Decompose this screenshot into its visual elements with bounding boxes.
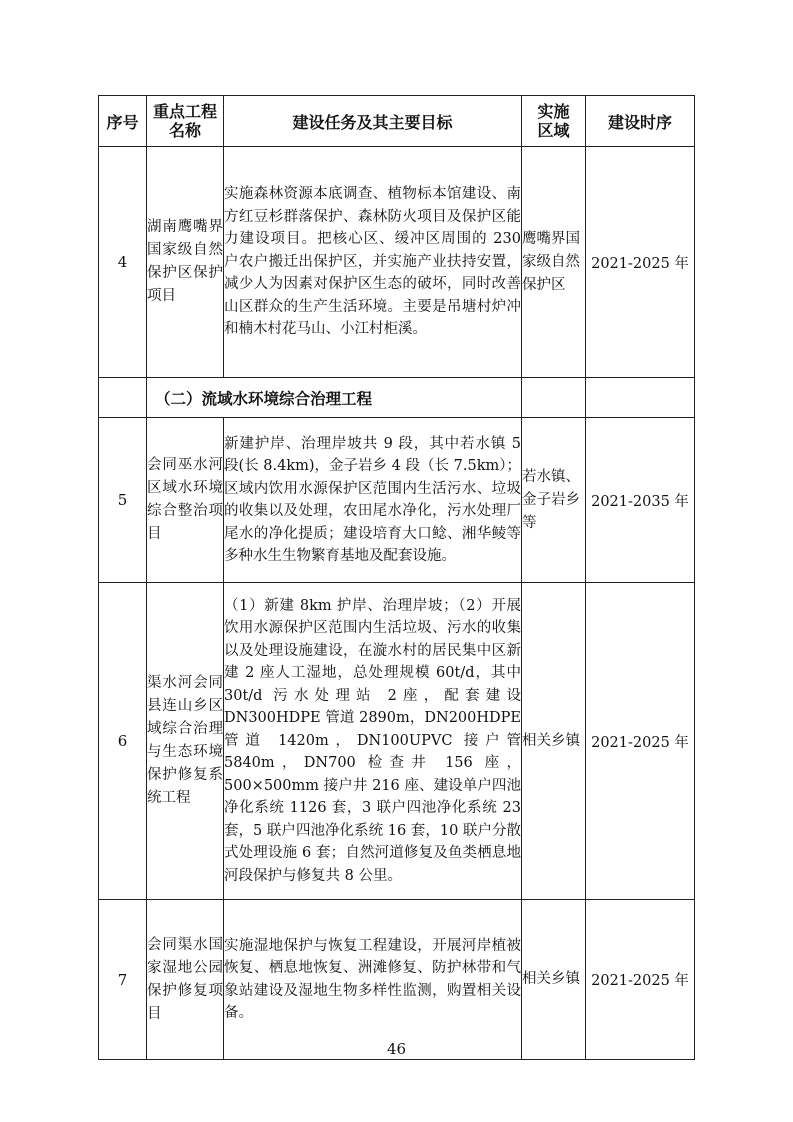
section-area-cell [522,378,586,418]
row-name: 会同巫水河区域水环境综合整治项目 [147,418,224,583]
row-seq: 5 [99,418,147,583]
header-name [147,96,224,147]
page-number: 46 [386,1040,407,1058]
row-task: 新建护岸、治理岸坡共 9 段，其中若水镇 5 段(长 8.4km)，金子岩乡 4 段（长 7.5km）；区域内饮用水源保护区范围内生活污水、垃圾的收集以及处理，农田尾水净化，污水处理厂尾水的净化提质；建设培育大口鲶、湘华鲮等多种水生生物繁育基地及配套设施。 [224,418,522,583]
row-task: 实施湿地保护与恢复工程建设，开展河岸植被恢复、栖息地恢复、洲滩修复、防护林带和气象站建设及湿地生物多样性监测，购置相关设备。 [224,900,522,1060]
project-table [98,95,695,1060]
header-seq: 序号 [99,96,147,147]
row-name: 湖南鹰嘴界国家级自然保护区保护项目 [147,147,224,378]
section-row [99,378,695,418]
row-seq: 7 [99,900,147,1060]
row-area: 相关乡镇 [522,583,586,900]
row-area: 若水镇、金子岩乡等 [522,418,586,583]
row-time: 2021-2035 年 [586,418,695,583]
section-time-cell [586,378,695,418]
section-title: （二）流域水环境综合治理工程 [147,378,522,418]
header-name-line2: 名称 [168,121,201,140]
row-name: 会同渠水国家湿地公园保护修复项目 [147,900,224,1060]
header-time: 建设时序 [586,96,695,147]
row-task: （1）新建 8km 护岸、治理岸坡；（2）开展饮用水源保护区范围内生活垃圾、污水的收集以及处理设施建设，在漩水村的居民集中区新建 2 座人工湿地，总处理规模 60t/d，其中 30t/d 污水处理站 2座，配套建设 DN300HDPE 管道 2890m，DN200HDPE 管道 1420m，DN100UPVC 接户管 5840m，DN700 检查井 156 座，500×500mm 接户井 216 座、建设单户四池净化系统 1126 套，3 联户四池净化系统 23 套，5 联户四池净化系统 16 套，10 联户分散式处理设施 6 套；自然河道修复及鱼类栖息地河段保护与修复共 8 公里。 [224,583,522,900]
row-task: 实施森林资源本底调查、植物标本馆建设、南方红豆杉群落保护、森林防火项目及保护区能力建设项目。把核心区、缓冲区周围的 230 户农户搬迁出保护区，并实施产业扶持安置，减少人为因素对保护区生态的破坏，同时改善山区群众的生产生活环境。主要是吊塘村炉冲和楠木村花马山、小江村柜溪。 [224,147,522,378]
header-name-line1: 重点工程 [152,102,217,121]
header-area [522,96,586,147]
row-time: 2021-2025 年 [586,583,695,900]
row-time: 2021-2025 年 [586,147,695,378]
table-header-row [99,96,695,147]
table-row [99,418,695,583]
header-area-line1: 实施 [537,102,570,121]
table-row [99,147,695,378]
section-seq-cell [99,378,147,418]
row-seq: 4 [99,147,147,378]
row-name: 渠水河会同县连山乡区域综合治理与生态环境保护修复系统工程 [147,583,224,900]
header-task: 建设任务及其主要目标 [224,96,522,147]
table-row [99,583,695,900]
header-area-line2: 区域 [537,121,570,140]
row-seq: 6 [99,583,147,900]
row-area: 相关乡镇 [522,900,586,1060]
table-row [99,900,695,1060]
row-area: 鹰嘴界国家级自然保护区 [522,147,586,378]
row-time: 2021-2025 年 [586,900,695,1060]
